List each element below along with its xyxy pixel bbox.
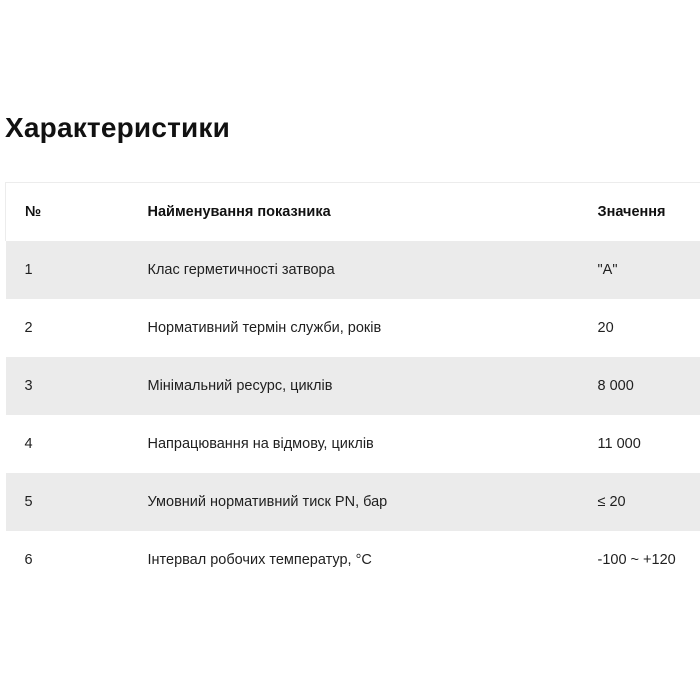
page-title: Характеристики <box>5 112 231 143</box>
row-name: Умовний нормативний тиск PN, бар <box>147 493 388 510</box>
table-row <box>6 299 700 357</box>
row-value: 8 000 <box>597 377 634 394</box>
row-number: 4 <box>24 435 33 452</box>
row-number: 1 <box>24 261 33 278</box>
row-number: 3 <box>24 377 33 394</box>
row-name: Інтервал робочих температур, °С <box>147 551 372 568</box>
row-number: 6 <box>24 551 33 568</box>
table-row <box>6 531 700 589</box>
table-row <box>6 473 700 531</box>
row-value: 20 <box>597 319 614 336</box>
row-value: ≤ 20 <box>597 493 626 510</box>
column-header-number: № <box>25 203 42 220</box>
row-number: 2 <box>24 319 33 336</box>
row-value: 11 000 <box>597 435 641 452</box>
table-row <box>6 241 700 299</box>
row-number: 5 <box>24 493 33 510</box>
row-name: Нормативний термін служби, років <box>147 319 382 336</box>
table-row <box>6 415 700 473</box>
row-value: "A" <box>597 261 618 278</box>
column-header-name: Найменування показника <box>147 203 331 220</box>
specifications-table <box>5 182 700 589</box>
row-value: -100 ~ +120 <box>597 551 676 568</box>
row-name: Напрацювання на відмову, циклів <box>147 435 374 452</box>
table-row <box>6 357 700 415</box>
table-header-row <box>6 183 700 241</box>
row-name: Мінімальний ресурс, циклів <box>147 377 333 394</box>
column-header-value: Значення <box>597 203 666 220</box>
row-name: Клас герметичності затвора <box>147 261 335 278</box>
